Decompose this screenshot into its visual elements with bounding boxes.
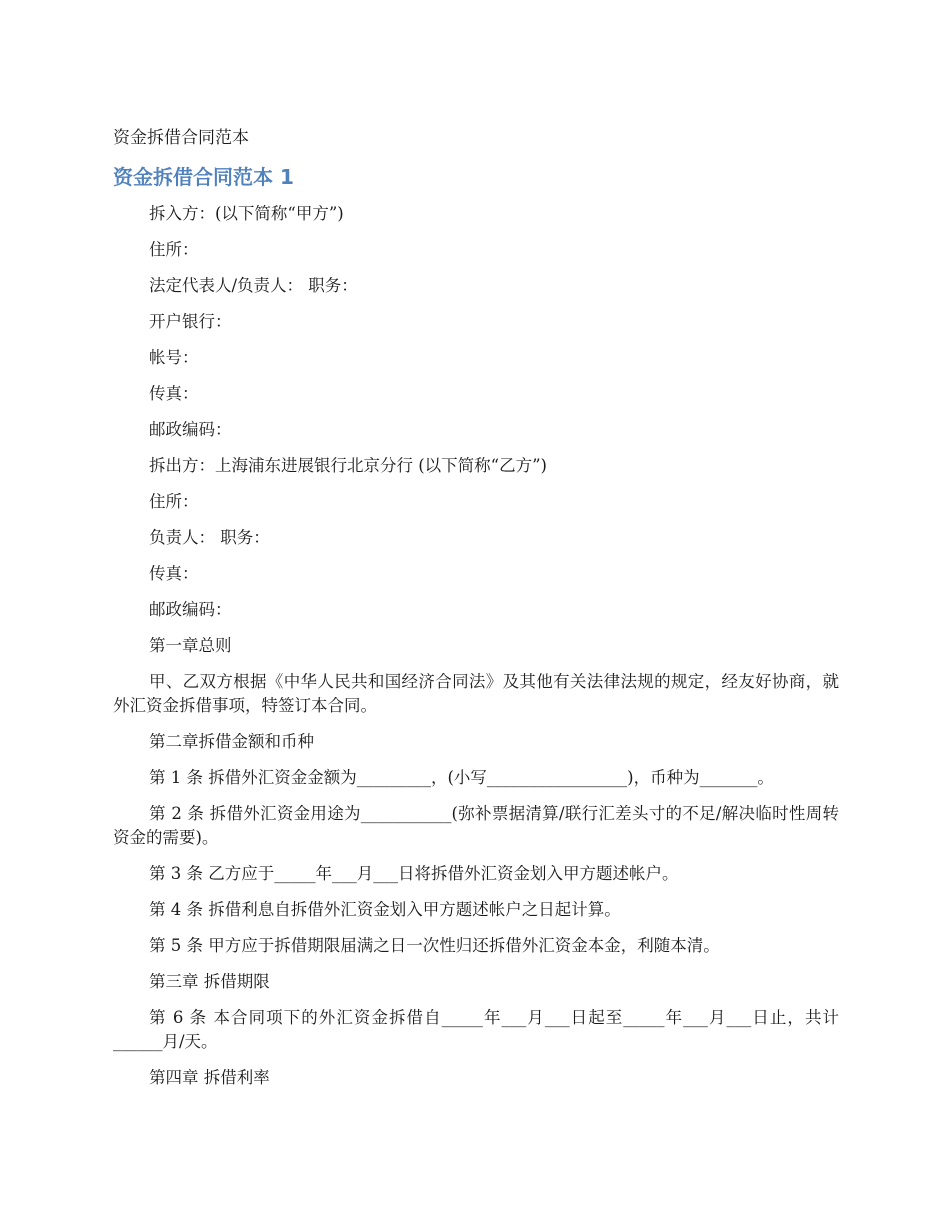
party-b-label: 拆出方：上海浦东进展银行北京分行 (以下简称“乙方”) bbox=[149, 456, 547, 475]
section-heading: 资金拆借合同范本 1 bbox=[113, 165, 294, 189]
chapter-heading: 第一章总则 bbox=[149, 636, 232, 655]
party-a-bank: 开户银行： bbox=[149, 312, 232, 331]
party-a-fax: 传真： bbox=[149, 384, 199, 403]
party-a-label: 拆入方：(以下简称“甲方”) bbox=[149, 204, 344, 223]
document-body bbox=[113, 202, 839, 1102]
party-a-representative: 法定代表人/负责人： 职务： bbox=[149, 276, 358, 295]
chapter-heading: 第三章 拆借期限 bbox=[149, 972, 270, 991]
chapter-heading: 第二章拆借金额和币种 bbox=[149, 732, 314, 751]
party-b-fax: 传真： bbox=[149, 564, 199, 583]
article-paragraph: 第 4 条 拆借利息自拆借外汇资金划入甲方题述帐户之日起计算。 bbox=[149, 900, 621, 919]
chapter-heading: 第四章 拆借利率 bbox=[149, 1068, 270, 1087]
article-paragraph: 第 5 条 甲方应于拆借期限届满之日一次性归还拆借外汇资金本金，利随本清。 bbox=[149, 936, 720, 955]
party-a-postcode: 邮政编码： bbox=[149, 420, 232, 439]
party-b-postcode: 邮政编码： bbox=[149, 600, 232, 619]
contract-paragraph: 甲、乙双方根据《中华人民共和国经济合同法》及其他有关法律法规的规定，经友好协商，就外汇资金拆借事项，特签订本合同。 bbox=[113, 672, 839, 715]
party-a-address: 住所： bbox=[149, 240, 199, 259]
article-paragraph: 第 6 条 本合同项下的外汇资金拆借自_____年___月___日起至_____年___月___日止，共计______月/天。 bbox=[113, 1008, 839, 1051]
party-b-representative: 负责人： 职务： bbox=[149, 528, 270, 547]
document-title: 资金拆借合同范本 bbox=[113, 128, 249, 148]
party-a-account: 帐号： bbox=[149, 348, 199, 367]
article-paragraph: 第 1 条 拆借外汇资金金额为_________，(小写_________________)，币种为_______。 bbox=[149, 768, 774, 787]
article-paragraph: 第 2 条 拆借外汇资金用途为___________(弥补票据清算/联行汇差头寸的不足/解决临时性周转资金的需要)。 bbox=[113, 804, 839, 847]
article-paragraph: 第 3 条 乙方应于_____年___月___日将拆借外汇资金划入甲方题述帐户。 bbox=[149, 864, 679, 883]
party-b-address: 住所： bbox=[149, 492, 199, 511]
